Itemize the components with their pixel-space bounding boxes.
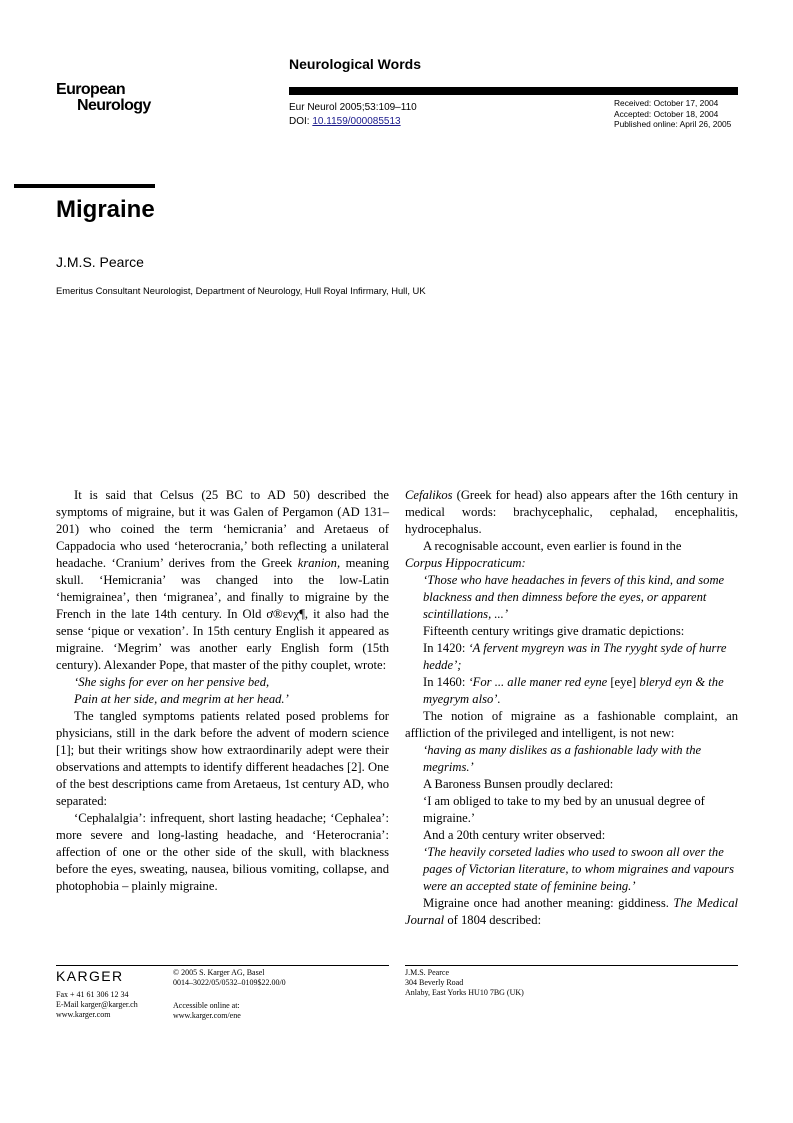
paragraph: The notion of migraine as a fashionable complaint, an affliction of the privileged and intelligent, is not new:	[405, 709, 738, 740]
italic-text: kranion,	[297, 556, 341, 570]
text: It is said that Celsus (25 BC to AD 50) described the symptoms of migraine, but it was Galen of Pergamon (AD 131–201) who coined the term ‘hemicrania’ and Aretaeus of Cappadocia who used ‘heterocrania,’ both reflecting a unilateral headache. ‘Cranium’ derives from the Greek	[56, 488, 389, 570]
address-street: 304 Beverly Road	[405, 978, 464, 987]
text: A recognisable account, even earlier is found in the	[423, 539, 682, 553]
quote-line: Pain at her side, and megrim at her head.’	[74, 692, 289, 706]
section-label: Neurological Words	[289, 56, 421, 72]
address-city: Anlaby, East Yorks HU10 7BG (UK)	[405, 988, 524, 997]
journal-logo	[56, 82, 176, 114]
copyright-block	[173, 968, 286, 988]
italic-text: Corpus Hippocraticum:	[405, 556, 526, 570]
italic-text: ‘A fervent mygreyn was in The ryyght syde of hurre hedde’;	[423, 641, 727, 672]
journal-logo-line1: European	[56, 81, 125, 98]
article-title: Migraine	[56, 196, 155, 223]
paragraph: A Baroness Bunsen proudly declared:	[423, 777, 614, 791]
publisher-email[interactable]: E-Mail karger@karger.ch	[56, 1000, 138, 1009]
text: In 1420:	[423, 641, 469, 655]
footer-rule	[405, 965, 738, 966]
paragraph	[405, 895, 738, 929]
quote: ‘I am obliged to take to my bed by an unusual degree of migraine.’	[423, 794, 705, 825]
article-dates	[614, 98, 731, 130]
copyright-text: © 2005 S. Karger AG, Basel	[173, 968, 265, 977]
paragraph	[405, 487, 738, 538]
address-name: J.M.S. Pearce	[405, 968, 449, 977]
body-column-left	[56, 487, 389, 895]
online-access	[173, 1001, 241, 1021]
header-rule	[289, 87, 738, 95]
quote-line: ‘She sighs for ever on her pensive bed,	[74, 675, 270, 689]
italic-text: bleryd eyn & the myegrym also’.	[423, 675, 724, 706]
text: meaning skull. ‘Hemicrania’ was changed into the low-Latin ‘hemigrainea’, then ‘migranea’, and finally to migraine by the French in the late 14th century. In Old ơ®ενχ¶, it also had the sense ‘pique or vexation’. In 15th century English it appeared as migraine. ‘Megrim’ was another early English form (15th century). Alexander Pope, that master of the pithy couplet, wrote:	[56, 556, 389, 672]
paragraph: The tangled symptoms patients related posed problems for physicians, still in the dark before the advent of modern science [1]; but their writings show how extraordinarily adept were their observations and attempts to identify different headaches [2]. One of the best descriptions came from Aretaeus, 1st century AD, who separated:	[56, 709, 389, 808]
publisher-contact	[56, 990, 138, 1020]
quote	[405, 640, 738, 674]
paragraph: ‘Cephalalgia’: infrequent, short lasting headache; ‘Cephalea’: more severe and long-lasting headache, and ‘Heterocrania’: affection of one or the other side of the skull, with blackness before the eyes, sweating, nausea, bilious vomiting, collapse, and photophobia – plainly migraine.	[56, 811, 389, 893]
text: Migraine once had another meaning: giddiness.	[423, 896, 674, 910]
author-affiliation: Emeritus Consultant Neurologist, Department of Neurology, Hull Royal Infirmary, Hull, UK	[56, 285, 426, 296]
body-column-right	[405, 487, 738, 929]
text: [eye]	[607, 675, 640, 689]
accepted-date: Accepted: October 18, 2004	[614, 108, 719, 119]
quote: ‘The heavily corseted ladies who used to swoon all over the pages of Victorian literature, to whom migraines and vapours were an accepted state of feminine being.’	[423, 845, 734, 893]
citation-ref: Eur Neurol 2005;53:109–110	[289, 102, 417, 113]
online-label: Accessible online at:	[173, 1001, 240, 1010]
paragraph	[405, 538, 738, 572]
quote	[405, 674, 738, 708]
received-date: Received: October 17, 2004	[614, 98, 719, 108]
publisher-logo: KARGER	[56, 968, 124, 984]
text: of 1804 described:	[444, 913, 542, 927]
doi-line	[289, 115, 417, 129]
italic-text: ‘For ... alle maner red eyne	[468, 675, 608, 689]
doi-prefix: DOI:	[289, 116, 313, 127]
text: (Greek for head) also appears after the 16th century in medical words: brachycephalic, cephalad, encephalitis, hydrocephalus.	[405, 488, 738, 536]
correspondence-address	[405, 968, 524, 998]
quote: ‘Those who have headaches in fevers of this kind, and some blackness and then dimness before the eyes, or apparent scintillations, ...’	[423, 573, 725, 621]
doi-link[interactable]: 10.1159/000085513	[312, 116, 401, 127]
quote: ‘having as many dislikes as a fashionable lady with the megrims.’	[423, 743, 702, 774]
paragraph: Fifteenth century writings give dramatic depictions:	[423, 624, 685, 638]
article-author: J.M.S. Pearce	[56, 254, 144, 270]
italic-text: The Medical Journal	[405, 896, 738, 927]
online-url[interactable]: www.karger.com/ene	[173, 1011, 241, 1020]
italic-text: Cefalikos	[405, 488, 453, 502]
paragraph: And a 20th century writer observed:	[423, 828, 606, 842]
published-date: Published online: April 26, 2005	[614, 119, 732, 130]
citation-block	[289, 101, 417, 129]
title-rule	[14, 184, 155, 188]
issn-text: 0014–3022/05/0532–0109$22.00/0	[173, 978, 286, 987]
text: In 1460:	[423, 675, 469, 689]
publisher-fax: Fax + 41 61 306 12 34	[56, 990, 129, 999]
footer-rule	[56, 965, 389, 966]
journal-logo-line2: Neurology	[77, 97, 151, 114]
paragraph	[56, 487, 389, 674]
publisher-website[interactable]: www.karger.com	[56, 1010, 111, 1019]
